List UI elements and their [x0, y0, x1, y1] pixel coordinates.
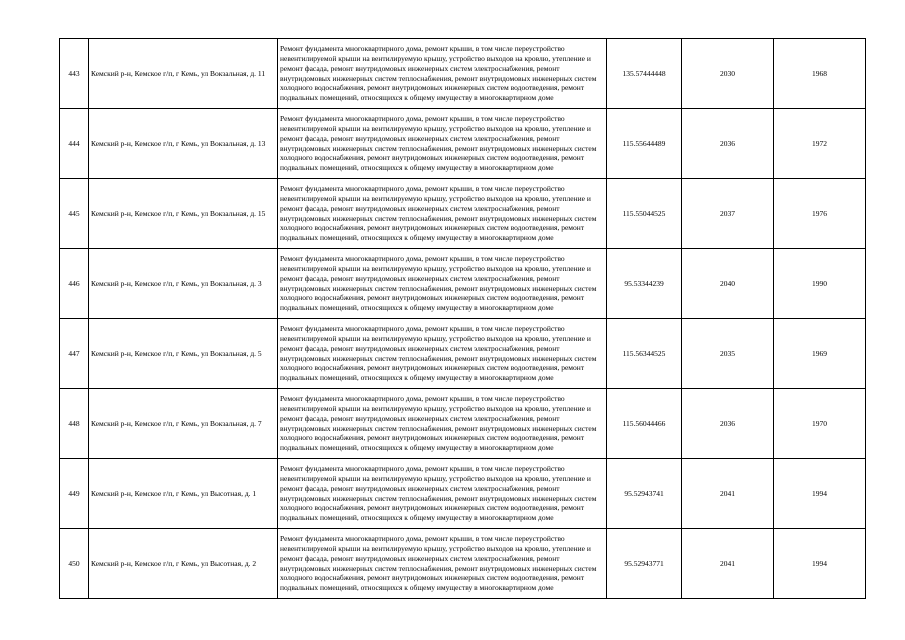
register-body — [60, 39, 866, 599]
build-year-cell: 1968 — [774, 39, 866, 109]
cost-cell: 115.56344525 — [607, 319, 682, 389]
planned-year-cell: 2037 — [682, 179, 774, 249]
row-number: 443 — [60, 39, 89, 109]
planned-year-cell: 2040 — [682, 249, 774, 319]
row-number: 444 — [60, 109, 89, 179]
address-cell: Кемский р-н, Кемское г/п, г Кемь, ул Вокзальная, д. 7 — [89, 389, 278, 459]
table-row — [60, 109, 866, 179]
table-row — [60, 389, 866, 459]
build-year-cell: 1994 — [774, 459, 866, 529]
cost-cell: 115.55044525 — [607, 179, 682, 249]
address-cell: Кемский р-н, Кемское г/п, г Кемь, ул Вокзальная, д. 11 — [89, 39, 278, 109]
cost-cell: 135.57444448 — [607, 39, 682, 109]
build-year-cell: 1972 — [774, 109, 866, 179]
table-row — [60, 459, 866, 529]
table-row — [60, 319, 866, 389]
build-year-cell: 1970 — [774, 389, 866, 459]
works-cell: Ремонт фундамента многоквартирного дома, ремонт крыши, в том числе переустройство невентилируемой крыши на вентилируемую крышу, устройство выходов на кровлю, утепление и ремонт фасада, ремонт внутридомовых инженерных систем электроснабжения, ремонт внутридомовых инженерных систем теплоснабжения, ремонт внутридомовых инженерных систем холодного водоснабжения, ремонт внутридомовых инженерных систем водоотведения, ремонт подвальных помещений, относящихся к общему имуществу в многоквартирном доме — [278, 389, 607, 459]
row-number: 445 — [60, 179, 89, 249]
works-cell: Ремонт фундамента многоквартирного дома, ремонт крыши, в том числе переустройство невентилируемой крыши на вентилируемую крышу, устройство выходов на кровлю, утепление и ремонт фасада, ремонт внутридомовых инженерных систем электроснабжения, ремонт внутридомовых инженерных систем теплоснабжения, ремонт внутридомовых инженерных систем холодного водоснабжения, ремонт внутридомовых инженерных систем водоотведения, ремонт подвальных помещений, относящихся к общему имуществу в многоквартирном доме — [278, 249, 607, 319]
planned-year-cell: 2035 — [682, 319, 774, 389]
cost-cell: 115.55644489 — [607, 109, 682, 179]
works-cell: Ремонт фундамента многоквартирного дома, ремонт крыши, в том числе переустройство невентилируемой крыши на вентилируемую крышу, устройство выходов на кровлю, утепление и ремонт фасада, ремонт внутридомовых инженерных систем электроснабжения, ремонт внутридомовых инженерных систем теплоснабжения, ремонт внутридомовых инженерных систем холодного водоснабжения, ремонт внутридомовых инженерных систем водоотведения, ремонт подвальных помещений, относящихся к общему имуществу в многоквартирном доме — [278, 529, 607, 599]
row-number: 448 — [60, 389, 89, 459]
build-year-cell: 1976 — [774, 179, 866, 249]
table-row — [60, 39, 866, 109]
cost-cell: 95.53344239 — [607, 249, 682, 319]
row-number: 449 — [60, 459, 89, 529]
works-cell: Ремонт фундамента многоквартирного дома, ремонт крыши, в том числе переустройство невентилируемой крыши на вентилируемую крышу, устройство выходов на кровлю, утепление и ремонт фасада, ремонт внутридомовых инженерных систем электроснабжения, ремонт внутридомовых инженерных систем теплоснабжения, ремонт внутридомовых инженерных систем холодного водоснабжения, ремонт внутридомовых инженерных систем водоотведения, ремонт подвальных помещений, относящихся к общему имуществу в многоквартирном доме — [278, 109, 607, 179]
planned-year-cell: 2036 — [682, 109, 774, 179]
planned-year-cell: 2030 — [682, 39, 774, 109]
works-cell: Ремонт фундамента многоквартирного дома, ремонт крыши, в том числе переустройство невентилируемой крыши на вентилируемую крышу, устройство выходов на кровлю, утепление и ремонт фасада, ремонт внутридомовых инженерных систем электроснабжения, ремонт внутридомовых инженерных систем теплоснабжения, ремонт внутридомовых инженерных систем холодного водоснабжения, ремонт внутридомовых инженерных систем водоотведения, ремонт подвальных помещений, относящихся к общему имуществу в многоквартирном доме — [278, 39, 607, 109]
planned-year-cell: 2041 — [682, 459, 774, 529]
planned-year-cell: 2036 — [682, 389, 774, 459]
address-cell: Кемский р-н, Кемское г/п, г Кемь, ул Вокзальная, д. 3 — [89, 249, 278, 319]
planned-year-cell: 2041 — [682, 529, 774, 599]
works-cell: Ремонт фундамента многоквартирного дома, ремонт крыши, в том числе переустройство невентилируемой крыши на вентилируемую крышу, устройство выходов на кровлю, утепление и ремонт фасада, ремонт внутридомовых инженерных систем электроснабжения, ремонт внутридомовых инженерных систем теплоснабжения, ремонт внутридомовых инженерных систем холодного водоснабжения, ремонт внутридомовых инженерных систем водоотведения, ремонт подвальных помещений, относящихся к общему имуществу в многоквартирном доме — [278, 179, 607, 249]
table-row — [60, 179, 866, 249]
table-row — [60, 529, 866, 599]
table-row — [60, 249, 866, 319]
address-cell: Кемский р-н, Кемское г/п, г Кемь, ул Высотная, д. 2 — [89, 529, 278, 599]
address-cell: Кемский р-н, Кемское г/п, г Кемь, ул Вокзальная, д. 15 — [89, 179, 278, 249]
row-number: 447 — [60, 319, 89, 389]
address-cell: Кемский р-н, Кемское г/п, г Кемь, ул Вокзальная, д. 5 — [89, 319, 278, 389]
works-cell: Ремонт фундамента многоквартирного дома, ремонт крыши, в том числе переустройство невентилируемой крыши на вентилируемую крышу, устройство выходов на кровлю, утепление и ремонт фасада, ремонт внутридомовых инженерных систем электроснабжения, ремонт внутридомовых инженерных систем теплоснабжения, ремонт внутридомовых инженерных систем холодного водоснабжения, ремонт внутридомовых инженерных систем водоотведения, ремонт подвальных помещений, относящихся к общему имуществу в многоквартирном доме — [278, 459, 607, 529]
build-year-cell: 1990 — [774, 249, 866, 319]
address-cell: Кемский р-н, Кемское г/п, г Кемь, ул Вокзальная, д. 13 — [89, 109, 278, 179]
row-number: 446 — [60, 249, 89, 319]
address-cell: Кемский р-н, Кемское г/п, г Кемь, ул Высотная, д. 1 — [89, 459, 278, 529]
build-year-cell: 1994 — [774, 529, 866, 599]
works-cell: Ремонт фундамента многоквартирного дома, ремонт крыши, в том числе переустройство невентилируемой крыши на вентилируемую крышу, устройство выходов на кровлю, утепление и ремонт фасада, ремонт внутридомовых инженерных систем электроснабжения, ремонт внутридомовых инженерных систем теплоснабжения, ремонт внутридомовых инженерных систем холодного водоснабжения, ремонт внутридомовых инженерных систем водоотведения, ремонт подвальных помещений, относящихся к общему имуществу в многоквартирном доме — [278, 319, 607, 389]
row-number: 450 — [60, 529, 89, 599]
cost-cell: 95.52943771 — [607, 529, 682, 599]
build-year-cell: 1969 — [774, 319, 866, 389]
cost-cell: 115.56044466 — [607, 389, 682, 459]
cost-cell: 95.52943741 — [607, 459, 682, 529]
register-table — [59, 38, 866, 599]
